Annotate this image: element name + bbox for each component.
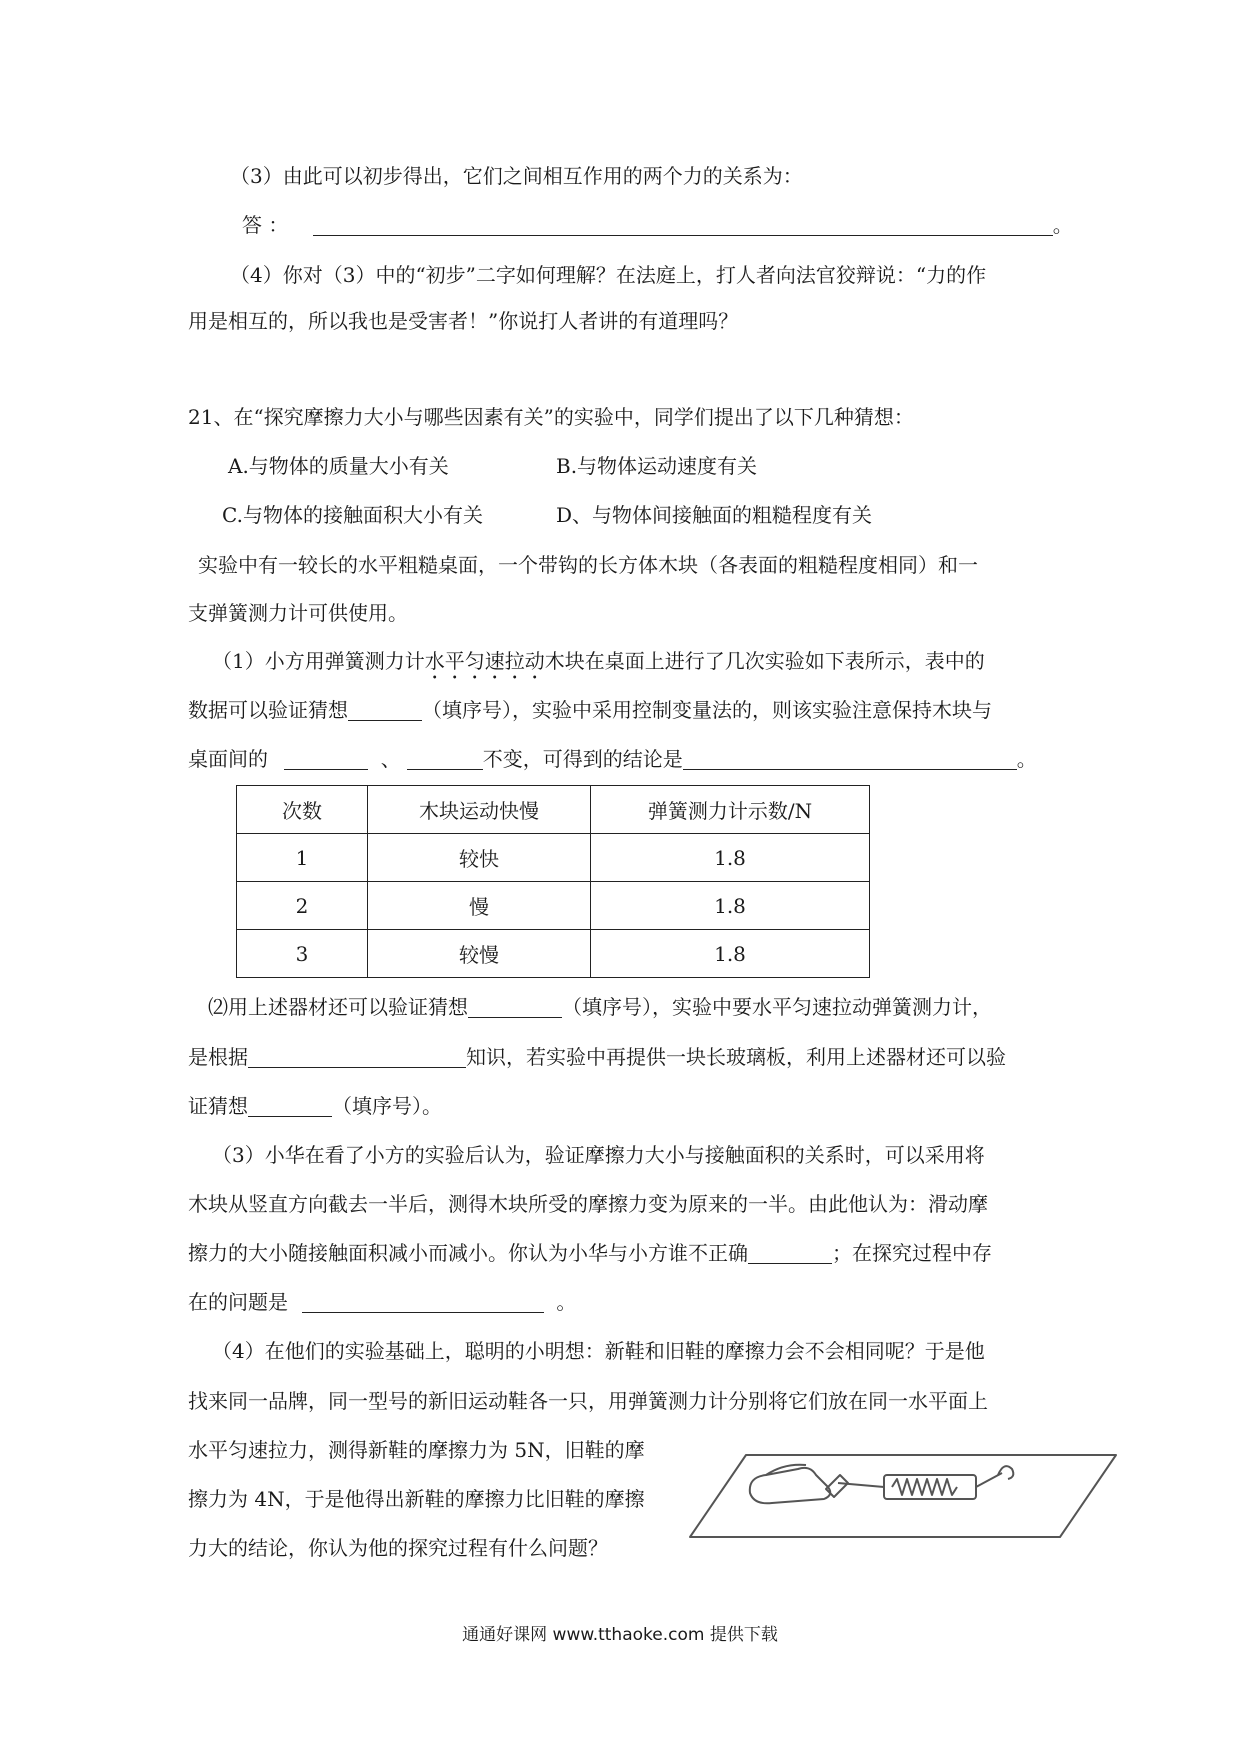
part2-line3-a: 证猜想	[188, 1094, 248, 1118]
part1-line2-a: 数据可以验证猜想	[188, 698, 348, 722]
part2-line2-b: 知识，若实验中再提供一块长玻璃板，利用上述器材还可以验	[466, 1045, 1006, 1069]
option-c: C.与物体的接触面积大小有关	[222, 503, 483, 527]
part1-line3-a: 桌面间的	[188, 747, 268, 771]
guess-blank-1[interactable]	[348, 700, 422, 721]
experiment-table	[236, 785, 870, 978]
q20-part3-text: （3）由此可以初步得出，它们之间相互作用的两个力的关系为：	[230, 164, 803, 188]
header-reading: 弹簧测力计示数/N	[591, 786, 870, 834]
q20-answer-line	[242, 212, 1073, 238]
table-header-row	[237, 786, 870, 834]
factor-blank-1[interactable]	[284, 749, 368, 770]
option-a: A.与物体的质量大小有关	[228, 454, 449, 478]
answer-period: 。	[1052, 213, 1073, 237]
cell-reading: 1.8	[591, 882, 870, 930]
part1-line1-post: 木块在桌面上进行了几次实验如下表所示，表中的	[544, 649, 985, 673]
table-row	[237, 930, 870, 978]
part4-line3: 水平匀速拉力，测得新鞋的摩擦力为 5N，旧鞋的摩	[188, 1438, 645, 1462]
cell-trial: 2	[237, 882, 368, 930]
guess-blank-3[interactable]	[248, 1096, 332, 1117]
cell-trial: 1	[237, 834, 368, 882]
part3-line1: （3）小华在看了小方的实验后认为，验证摩擦力大小与接触面积的关系时，可以采用将	[212, 1143, 985, 1167]
q20-part4-line2: 用是相互的，所以我也是受害者！”你说打人者讲的有道理吗？	[188, 309, 739, 333]
part2-line3	[188, 1093, 442, 1119]
q20-part4-line1: （4）你对（3）中的“初步”二字如何理解？在法庭上，打人者向法官狡辩说：“力的作	[230, 263, 987, 287]
part2-line3-b: （填序号）。	[332, 1094, 442, 1118]
shoe-icon	[750, 1468, 830, 1503]
guess-blank-2[interactable]	[468, 997, 562, 1018]
part3-line4	[188, 1289, 576, 1315]
part3-line3	[188, 1240, 992, 1266]
answer-label: 答 ：	[242, 213, 289, 237]
part2-line2	[188, 1044, 1006, 1070]
answer-blank[interactable]	[313, 215, 1053, 236]
part3-line3-b: ；在探究过程中存	[832, 1241, 992, 1265]
part4-line5: 力大的结论，你认为他的探究过程有什么问题？	[188, 1536, 608, 1560]
part1-line3-b: 不变，可得到的结论是	[482, 747, 683, 771]
shoe-spring-scale-figure	[688, 1425, 1118, 1557]
table-surface	[690, 1455, 1116, 1537]
knowledge-blank[interactable]	[248, 1047, 466, 1068]
hand-pull-icon	[998, 1466, 1013, 1479]
setup-line1: 实验中有一较长的水平粗糙桌面，一个带钩的长方体木块（各表面的粗糙程度相同）和一	[198, 553, 978, 577]
q21-intro: 21、在“探究摩擦力大小与哪些因素有关”的实验中，同学们提出了以下几种猜想：	[188, 405, 914, 429]
incorrect-person-blank[interactable]	[748, 1243, 832, 1264]
part4-line2: 找来同一品牌，同一型号的新旧运动鞋各一只，用弹簧测力计分别将它们放在同一水平面上	[188, 1389, 988, 1413]
part4-line1: （4）在他们的实验基础上，聪明的小明想：新鞋和旧鞋的摩擦力会不会相同呢？于是他	[212, 1339, 985, 1363]
part1-line2	[188, 697, 992, 723]
part2-line1-b: （填序号），实验中要水平匀速拉动弹簧测力计，	[562, 995, 992, 1019]
header-trial: 次数	[237, 786, 368, 834]
cell-speed: 慢	[368, 882, 591, 930]
factor-blank-2[interactable]	[407, 749, 483, 770]
part1-line3-end: 。	[1016, 747, 1037, 771]
part1-line1	[212, 648, 985, 684]
cell-speed: 较快	[368, 834, 591, 882]
part1-line1-pre: （1）小方用弹簧测力计	[212, 649, 425, 673]
part4-line4: 擦力为 4N，于是他得出新鞋的摩擦力比旧鞋的摩擦	[188, 1487, 645, 1511]
cell-speed: 较慢	[368, 930, 591, 978]
part3-line4-a: 在的问题是	[188, 1290, 288, 1314]
table-row	[237, 834, 870, 882]
header-speed: 木块运动快慢	[368, 786, 591, 834]
table-row	[237, 882, 870, 930]
part3-line4-b: 。	[556, 1290, 577, 1314]
part1-line2-b: （填序号），实验中采用控制变量法的，则该实验注意保持木块与	[422, 698, 992, 722]
part1-line3	[188, 746, 1037, 772]
part2-line2-a: 是根据	[188, 1045, 248, 1069]
part2-line1-a: ⑵用上述器材还可以验证猜想	[208, 995, 468, 1019]
part3-line2: 木块从竖直方向截去一半后，测得木块所受的摩擦力变为原来的一半。由此他认为：滑动摩	[188, 1192, 988, 1216]
cell-trial: 3	[237, 930, 368, 978]
page-footer: 通通好课网 www.tthaoke.com 提供下载	[462, 1625, 778, 1645]
conclusion-blank[interactable]	[683, 749, 1017, 770]
cell-reading: 1.8	[591, 930, 870, 978]
option-b: B.与物体运动速度有关	[556, 454, 758, 478]
part3-line3-a: 擦力的大小随接触面积减小而减小。你认为小华与小方谁不正确	[188, 1241, 748, 1265]
problem-blank[interactable]	[302, 1292, 544, 1313]
emphasized-phrase: 水平匀速拉动	[424, 649, 545, 673]
option-d: D、与物体间接触面的粗糙程度有关	[556, 503, 873, 527]
separator: 、	[380, 747, 401, 771]
setup-line2: 支弹簧测力计可供使用。	[188, 601, 408, 625]
part2-line1	[208, 994, 992, 1020]
cell-reading: 1.8	[591, 834, 870, 882]
